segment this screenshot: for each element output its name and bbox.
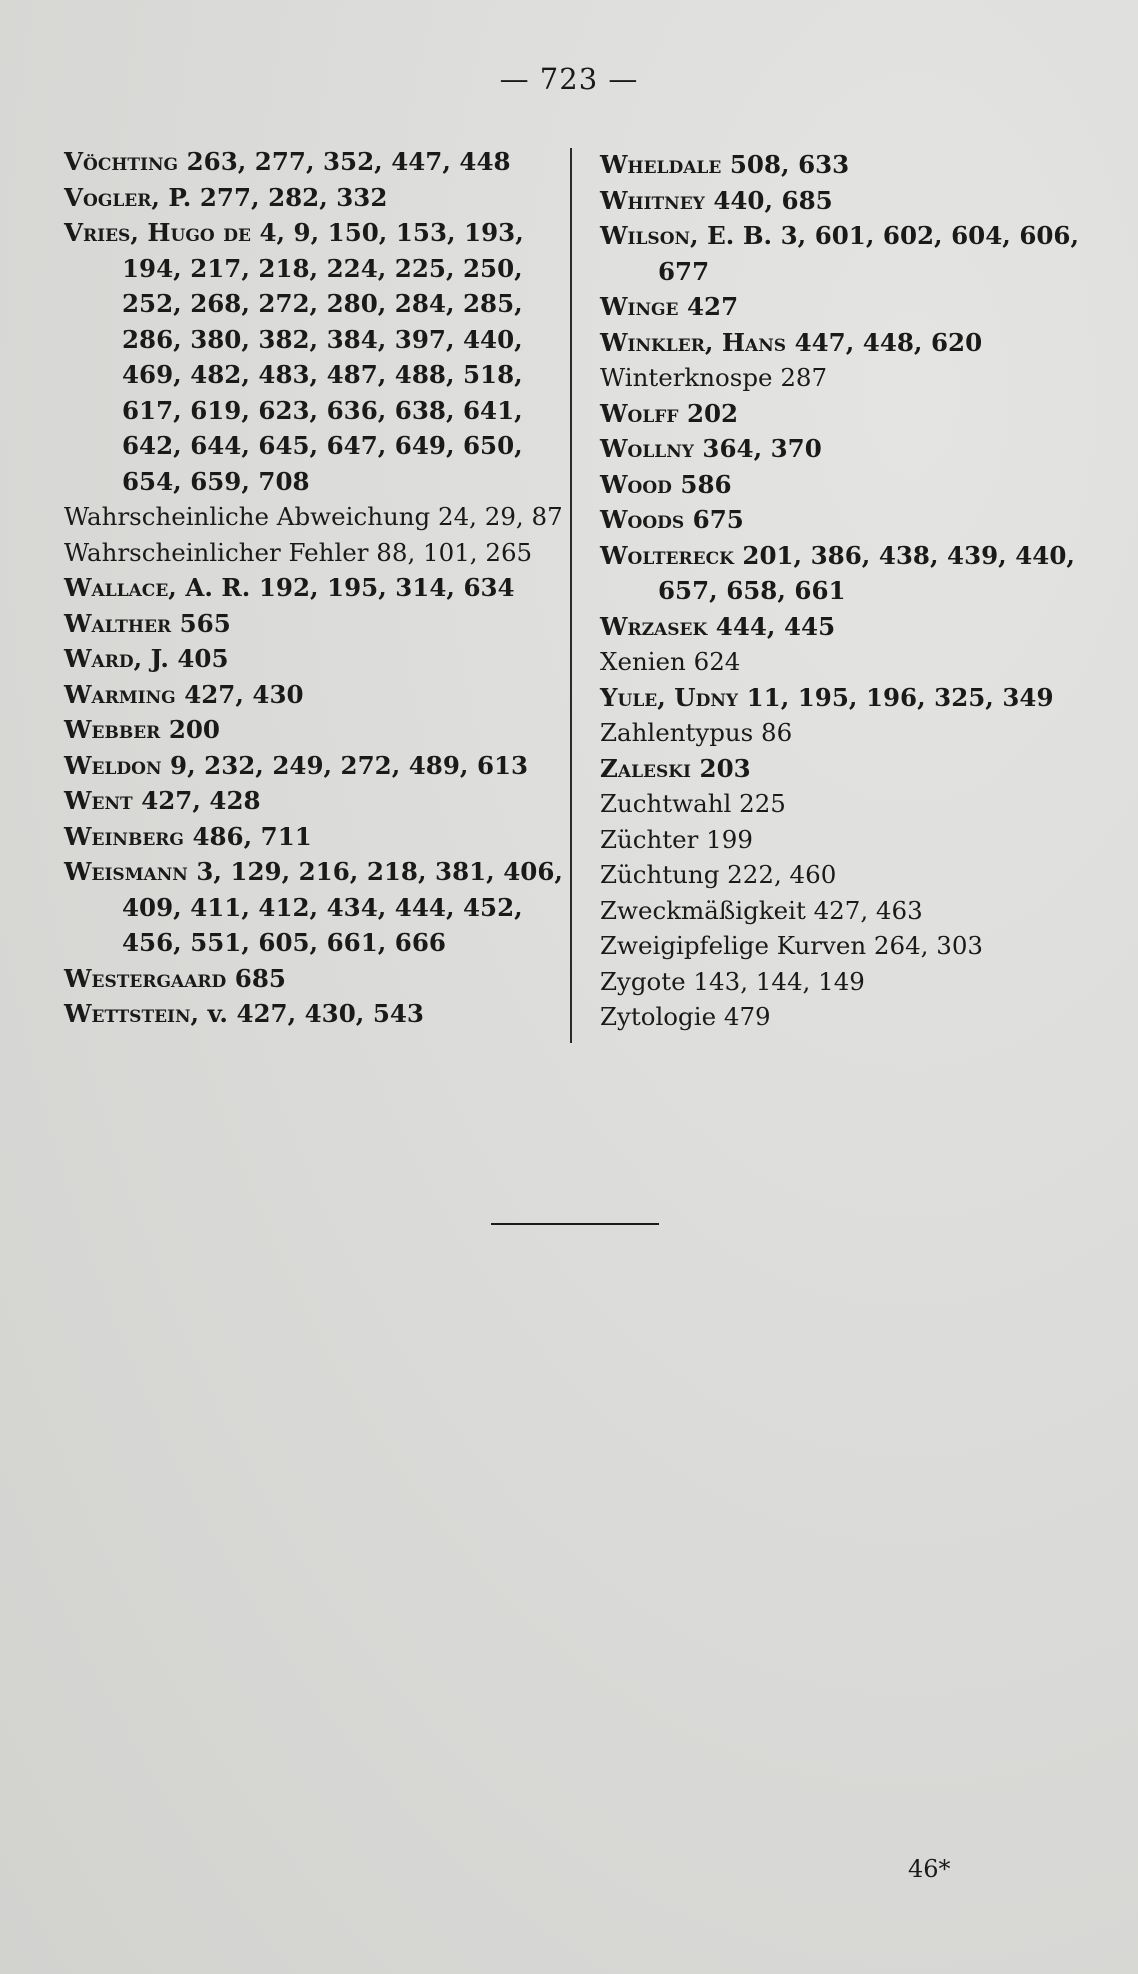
- index-entry: [64, 996, 564, 1032]
- index-entry-term: Wahrscheinlicher Fehler 88, 101, 265: [64, 537, 533, 567]
- index-entry-pages: P. 277, 282, 332: [159, 182, 388, 212]
- index-entry-name: Yule, Udny: [600, 682, 739, 712]
- index-entry: [64, 712, 564, 748]
- index-entry-pages: 9, 232, 249, 272, 489, 613: [161, 750, 529, 780]
- index-entry: [64, 854, 564, 961]
- index-entry: [64, 180, 564, 216]
- index-entry: [64, 606, 564, 642]
- index-entry: [600, 396, 1100, 432]
- index-entry: [64, 641, 564, 677]
- index-entry: [600, 360, 1100, 396]
- index-entry-name: Winkler, Hans: [600, 327, 787, 357]
- index-entry: [600, 218, 1100, 289]
- index-entry-pages: 440, 685: [704, 185, 833, 215]
- index-entry-pages: 447, 448, 620: [786, 327, 983, 357]
- index-entry: [600, 644, 1100, 680]
- index-entry-term: Zahlentypus 86: [600, 718, 793, 747]
- index-entry: [600, 822, 1100, 858]
- index-entry-term: Wahrscheinliche Abweichung 24, 29, 87: [64, 502, 563, 531]
- index-entry-name: Vries, Hugo de: [64, 218, 251, 247]
- index-entry: [600, 289, 1100, 325]
- index-entry-name: Westergaard: [64, 963, 227, 993]
- index-entry-pages: v. 427, 430, 543: [199, 999, 424, 1028]
- index-entry: [64, 819, 564, 855]
- index-entry-pages: 685: [226, 963, 286, 993]
- index-entry-pages: 427, 430: [175, 679, 304, 709]
- index-entry-term: Zweckmäßigkeit 427, 463: [600, 895, 923, 925]
- index-entry: [64, 215, 564, 499]
- index-entry: [600, 928, 1100, 964]
- index-entry-name: Woods: [600, 505, 685, 534]
- index-entry-term: Züchtung 222, 460: [600, 860, 837, 889]
- index-entry-pages: 427: [678, 292, 739, 321]
- index-entry-pages: 508, 633: [721, 150, 850, 179]
- index-entry: [600, 999, 1100, 1035]
- index-entry: [64, 570, 564, 606]
- index-entry-term: Zytologie 479: [600, 1002, 771, 1031]
- index-entry: [600, 680, 1100, 716]
- index-entry-pages: A. R. 192, 195, 314, 634: [176, 573, 515, 602]
- index-entry: [600, 893, 1100, 929]
- index-entry-pages: 486, 711: [183, 821, 312, 851]
- index-entry: [600, 751, 1100, 787]
- index-column-left: [64, 144, 564, 1032]
- page-number: — 723 —: [499, 62, 639, 96]
- index-entry-term: Xenien 624: [600, 647, 741, 676]
- index-entry-pages: 444, 445: [707, 611, 836, 641]
- column-divider: [570, 148, 572, 1043]
- index-entry: [600, 183, 1100, 219]
- index-entry-name: Whitney: [600, 185, 705, 215]
- index-entry: [64, 677, 564, 713]
- index-entry-term: Winterknospe 287: [600, 363, 828, 392]
- index-entry-pages: 565: [171, 608, 231, 638]
- index-entry-name: Wood: [600, 469, 672, 499]
- signature-mark: 46*: [908, 1855, 951, 1883]
- index-entry-term: Zweigipfelige Kurven 264, 303: [600, 931, 984, 960]
- index-entry-pages: 202: [678, 398, 739, 428]
- index-entry-name: Warming: [64, 679, 176, 709]
- index-entry: [64, 499, 564, 535]
- index-entry-pages: 203: [691, 753, 751, 783]
- index-entry: [600, 609, 1100, 645]
- index-entry-name: Webber: [64, 715, 161, 744]
- index-entry-name: Weinberg: [64, 821, 184, 851]
- index-entry: [64, 961, 564, 997]
- index-entry-name: Ward,: [64, 644, 143, 673]
- index-column-right: [600, 147, 1100, 1035]
- index-entry-term: Zygote 143, 144, 149: [600, 966, 865, 996]
- index-entry: [600, 715, 1100, 751]
- index-entry-pages: 364, 370: [693, 434, 822, 463]
- index-entry-name: Vöchting: [64, 147, 179, 176]
- index-entry-name: Wrzasek: [600, 611, 708, 641]
- index-entry-name: Wettstein,: [64, 999, 200, 1028]
- index-entry-pages: 11, 195, 196, 325, 349: [738, 682, 1054, 712]
- index-entry: [600, 325, 1100, 361]
- index-entry-name: Wollny: [600, 434, 694, 463]
- index-entry: [64, 535, 564, 571]
- index-entry-name: Zaleski: [600, 753, 691, 783]
- index-entry: [64, 144, 564, 180]
- index-entry: [64, 748, 564, 784]
- index-entry-name: Woltereck: [600, 540, 734, 570]
- index-entry: [600, 147, 1100, 183]
- index-entry-term: Zuchtwahl 225: [600, 789, 786, 818]
- index-entry: [600, 857, 1100, 893]
- index-entry-pages: 3, 129, 216, 218, 381, 406, 409, 411, 412, 434, 444, 452, 456, 551, 605, 661, 666: [122, 857, 563, 957]
- index-entry-pages: 675: [684, 505, 744, 534]
- index-entry: [600, 786, 1100, 822]
- index-entry-name: Went: [64, 786, 133, 815]
- index-entry: [64, 783, 564, 819]
- index-entry: [600, 538, 1100, 609]
- end-rule: [491, 1223, 659, 1225]
- index-entry-pages: 427, 428: [132, 786, 261, 815]
- index-entry-pages: E. B. 3, 601, 602, 604, 606, 677: [658, 221, 1079, 286]
- index-entry-name: Vogler,: [64, 182, 160, 212]
- index-entry-pages: 4, 9, 150, 153, 193, 194, 217, 218, 224, 225, 250, 252, 268, 272, 280, 284, 285, 286, 380, 382, 384, 397, 440, 469, 482, 483, 487, 488, 518, 617, 619, 623, 636, 638, 641, 642, 644, 645, 647, 649, 650, 654, 659, 708: [122, 218, 524, 496]
- index-entry: [600, 467, 1100, 503]
- index-entry: [600, 431, 1100, 467]
- index-entry-name: Walther: [64, 608, 172, 638]
- index-entry-pages: 586: [671, 469, 732, 499]
- index-entry: [600, 964, 1100, 1000]
- index-entry-name: Weismann: [64, 857, 188, 886]
- index-entry-pages: 263, 277, 352, 447, 448: [178, 147, 511, 176]
- index-entry-name: Winge: [600, 292, 679, 321]
- index-entry-name: Wallace,: [64, 573, 177, 602]
- index-entry-name: Wilson,: [600, 221, 699, 250]
- index-entry: [600, 502, 1100, 538]
- index-entry-pages: 200: [160, 715, 220, 744]
- index-entry-term: Züchter 199: [600, 824, 753, 854]
- index-entry-name: Weldon: [64, 750, 162, 780]
- index-entry-name: Wolff: [600, 398, 679, 428]
- index-entry-name: Wheldale: [600, 150, 722, 179]
- index-entry-pages: 201, 386, 438, 439, 440, 657, 658, 661: [658, 540, 1075, 605]
- index-entry-pages: J. 405: [142, 644, 229, 673]
